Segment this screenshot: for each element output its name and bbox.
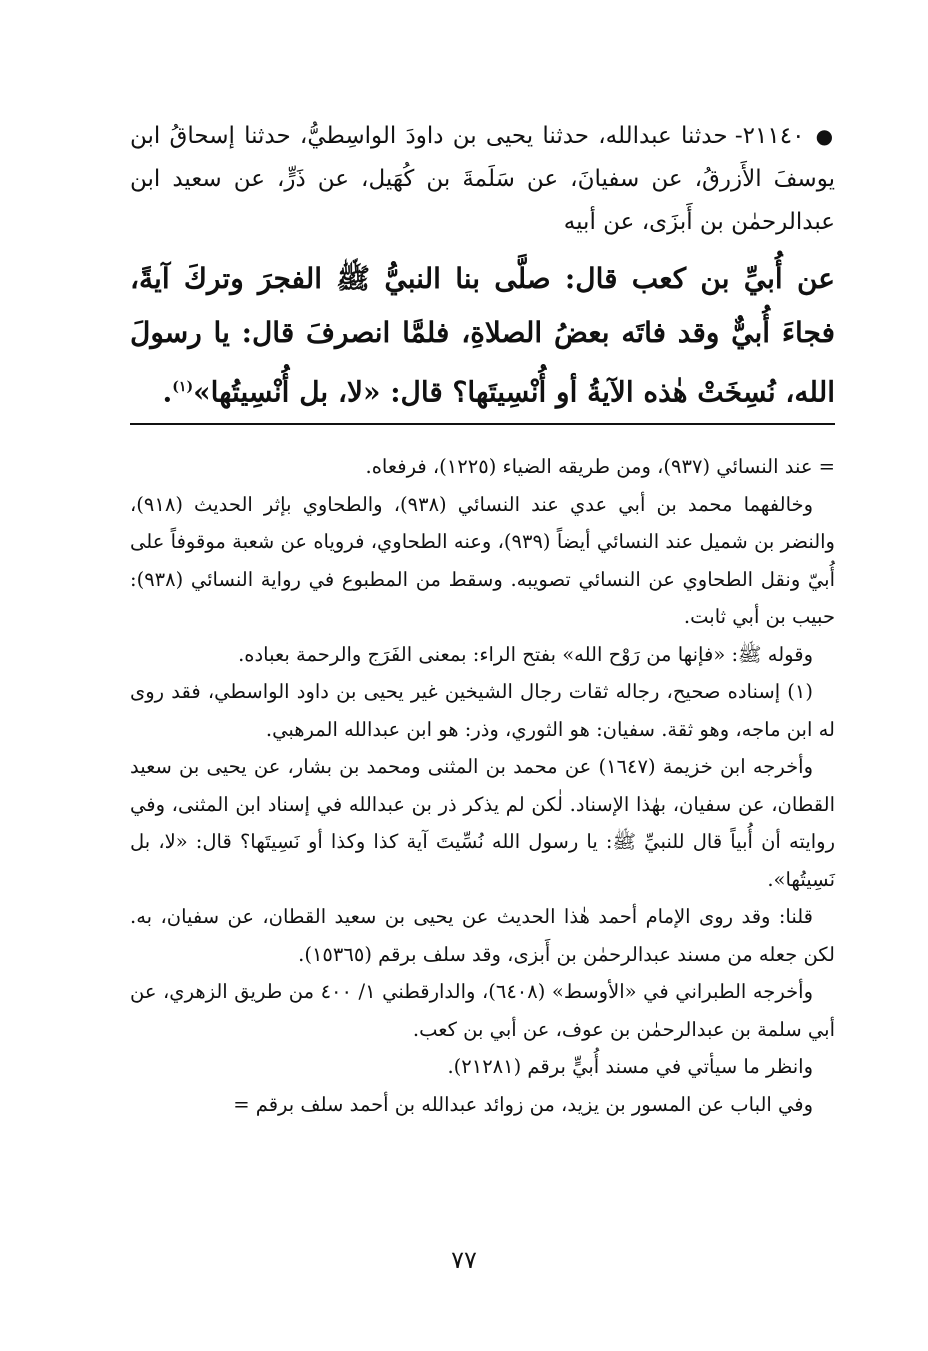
isnad-text: ٢١١٤٠- حدثنا عبدالله، حدثنا يحيى بن داودَ الواسِطيُّ، حدثنا إسحاقُ ابن يوسفَ الأَزرقُ، عن سفيانَ، عن سَلَمةَ بن كُهَيل، عن ذَرٍّ، عن سعيد ابن عبدالرحمٰن بن أَبزَى، عن أبيه — [130, 123, 835, 235]
footnote-paragraph: (١) إسناده صحيح، رجاله ثقات رجال الشيخين غير يحيى بن داود الواسطي، فقد روى له ابن ماجه، وهو ثقة. سفيان: هو الثوري، وذر: هو ابن عبدالله المرهبي. — [130, 680, 835, 741]
matn-end-mark: . — [162, 375, 173, 409]
footnote-paragraph: وأخرجه ابن خزيمة (١٦٤٧) عن محمد بن المثنى ومحمد بن بشار، عن يحيى بن سعيد القطان، عن سفيان، بهٰذا الإسناد. لٰكن لم يذكر ذر بن عبدالله في إسناد ابن المثنى، وفي روايته أن أُبياً قال للنبيِّ ﷺ: يا رسول الله نُسِّيتَ آية كذا وكذا أو نَسِيتَها؟ قال: «لا، بل نَسِيتُها». — [130, 755, 835, 891]
footnote-separator — [130, 423, 835, 425]
hadith-block — [130, 115, 835, 419]
footnote-paragraph: = عند النسائي (٩٣٧)، ومن طريقه الضياء (١٢٢٥)، فرفعاه. — [365, 455, 835, 478]
footnote-paragraph: قلنا: وقد روى الإمام أحمد هٰذا الحديث عن يحيى بن سعيد القطان، عن سفيان، به. لكن جعله من مسند عبدالرحمٰن بن أَبزى، وقد سلف برقم (١٥٣٦٥). — [130, 905, 835, 966]
footnote-paragraph: وخالفهما محمد بن أبي عدي عند النسائي (٩٣٨)، والطحاوي بإثر الحديث (٩١٨)، والنضر بن شميل عند النسائي أيضاً (٩٣٩)، وعنه الطحاوي، فروياه عن شعبة موقوفاً على أُبيّ ونقل الطحاوي عن النسائي تصويبه. وسقط من المطبوع في رواية النسائي (٩٣٨): حبيب بن أبي ثابت. — [130, 492, 835, 628]
footnote-marker: (١) — [172, 379, 194, 395]
footnotes — [130, 448, 835, 1123]
hadith-isnad — [130, 115, 835, 244]
hadith-bullet-icon: ● — [815, 124, 836, 148]
footnote-paragraph: وأخرجه الطبراني في «الأوسط» (٦٤٠٨)، والدارقطني ١/ ٤٠٠ من طريق الزهري، عن أبي سلمة بن عبدالرحمٰن بن عوف، عن أبي بن كعب. — [130, 980, 835, 1041]
footnote-paragraph: وانظر ما سيأتي في مسند أُبيٍّ برقم (٢١٢٨١). — [447, 1055, 813, 1078]
matn-text: عن أُبيِّ بن كعب قال: صلَّى بنا النبيُّ ﷺ الفجرَ وتركَ آيةً، فجاءَ أُبيٌّ وقد فاتَه بعضُ الصلاةِ، فلمَّا انصرفَ قال: يا رسولَ الله، نُسِخَتْ هٰذه الآيةُ أو أُنْسِيتَها؟ قال: «لا، بل أُنْسِيتُها» — [130, 262, 835, 409]
page-number: ٧٧ — [451, 1246, 477, 1274]
footnote-paragraph: وفي الباب عن المسور بن يزيد، من زوائد عبدالله بن أحمد سلف برقم = — [233, 1092, 813, 1116]
footnote-paragraph: وقوله ﷺ: «فإنها من رَوْح الله» بفتح الراء: بمعنى الفَرَج والرحمة بعباده. — [238, 642, 813, 666]
hadith-matn — [130, 252, 835, 419]
